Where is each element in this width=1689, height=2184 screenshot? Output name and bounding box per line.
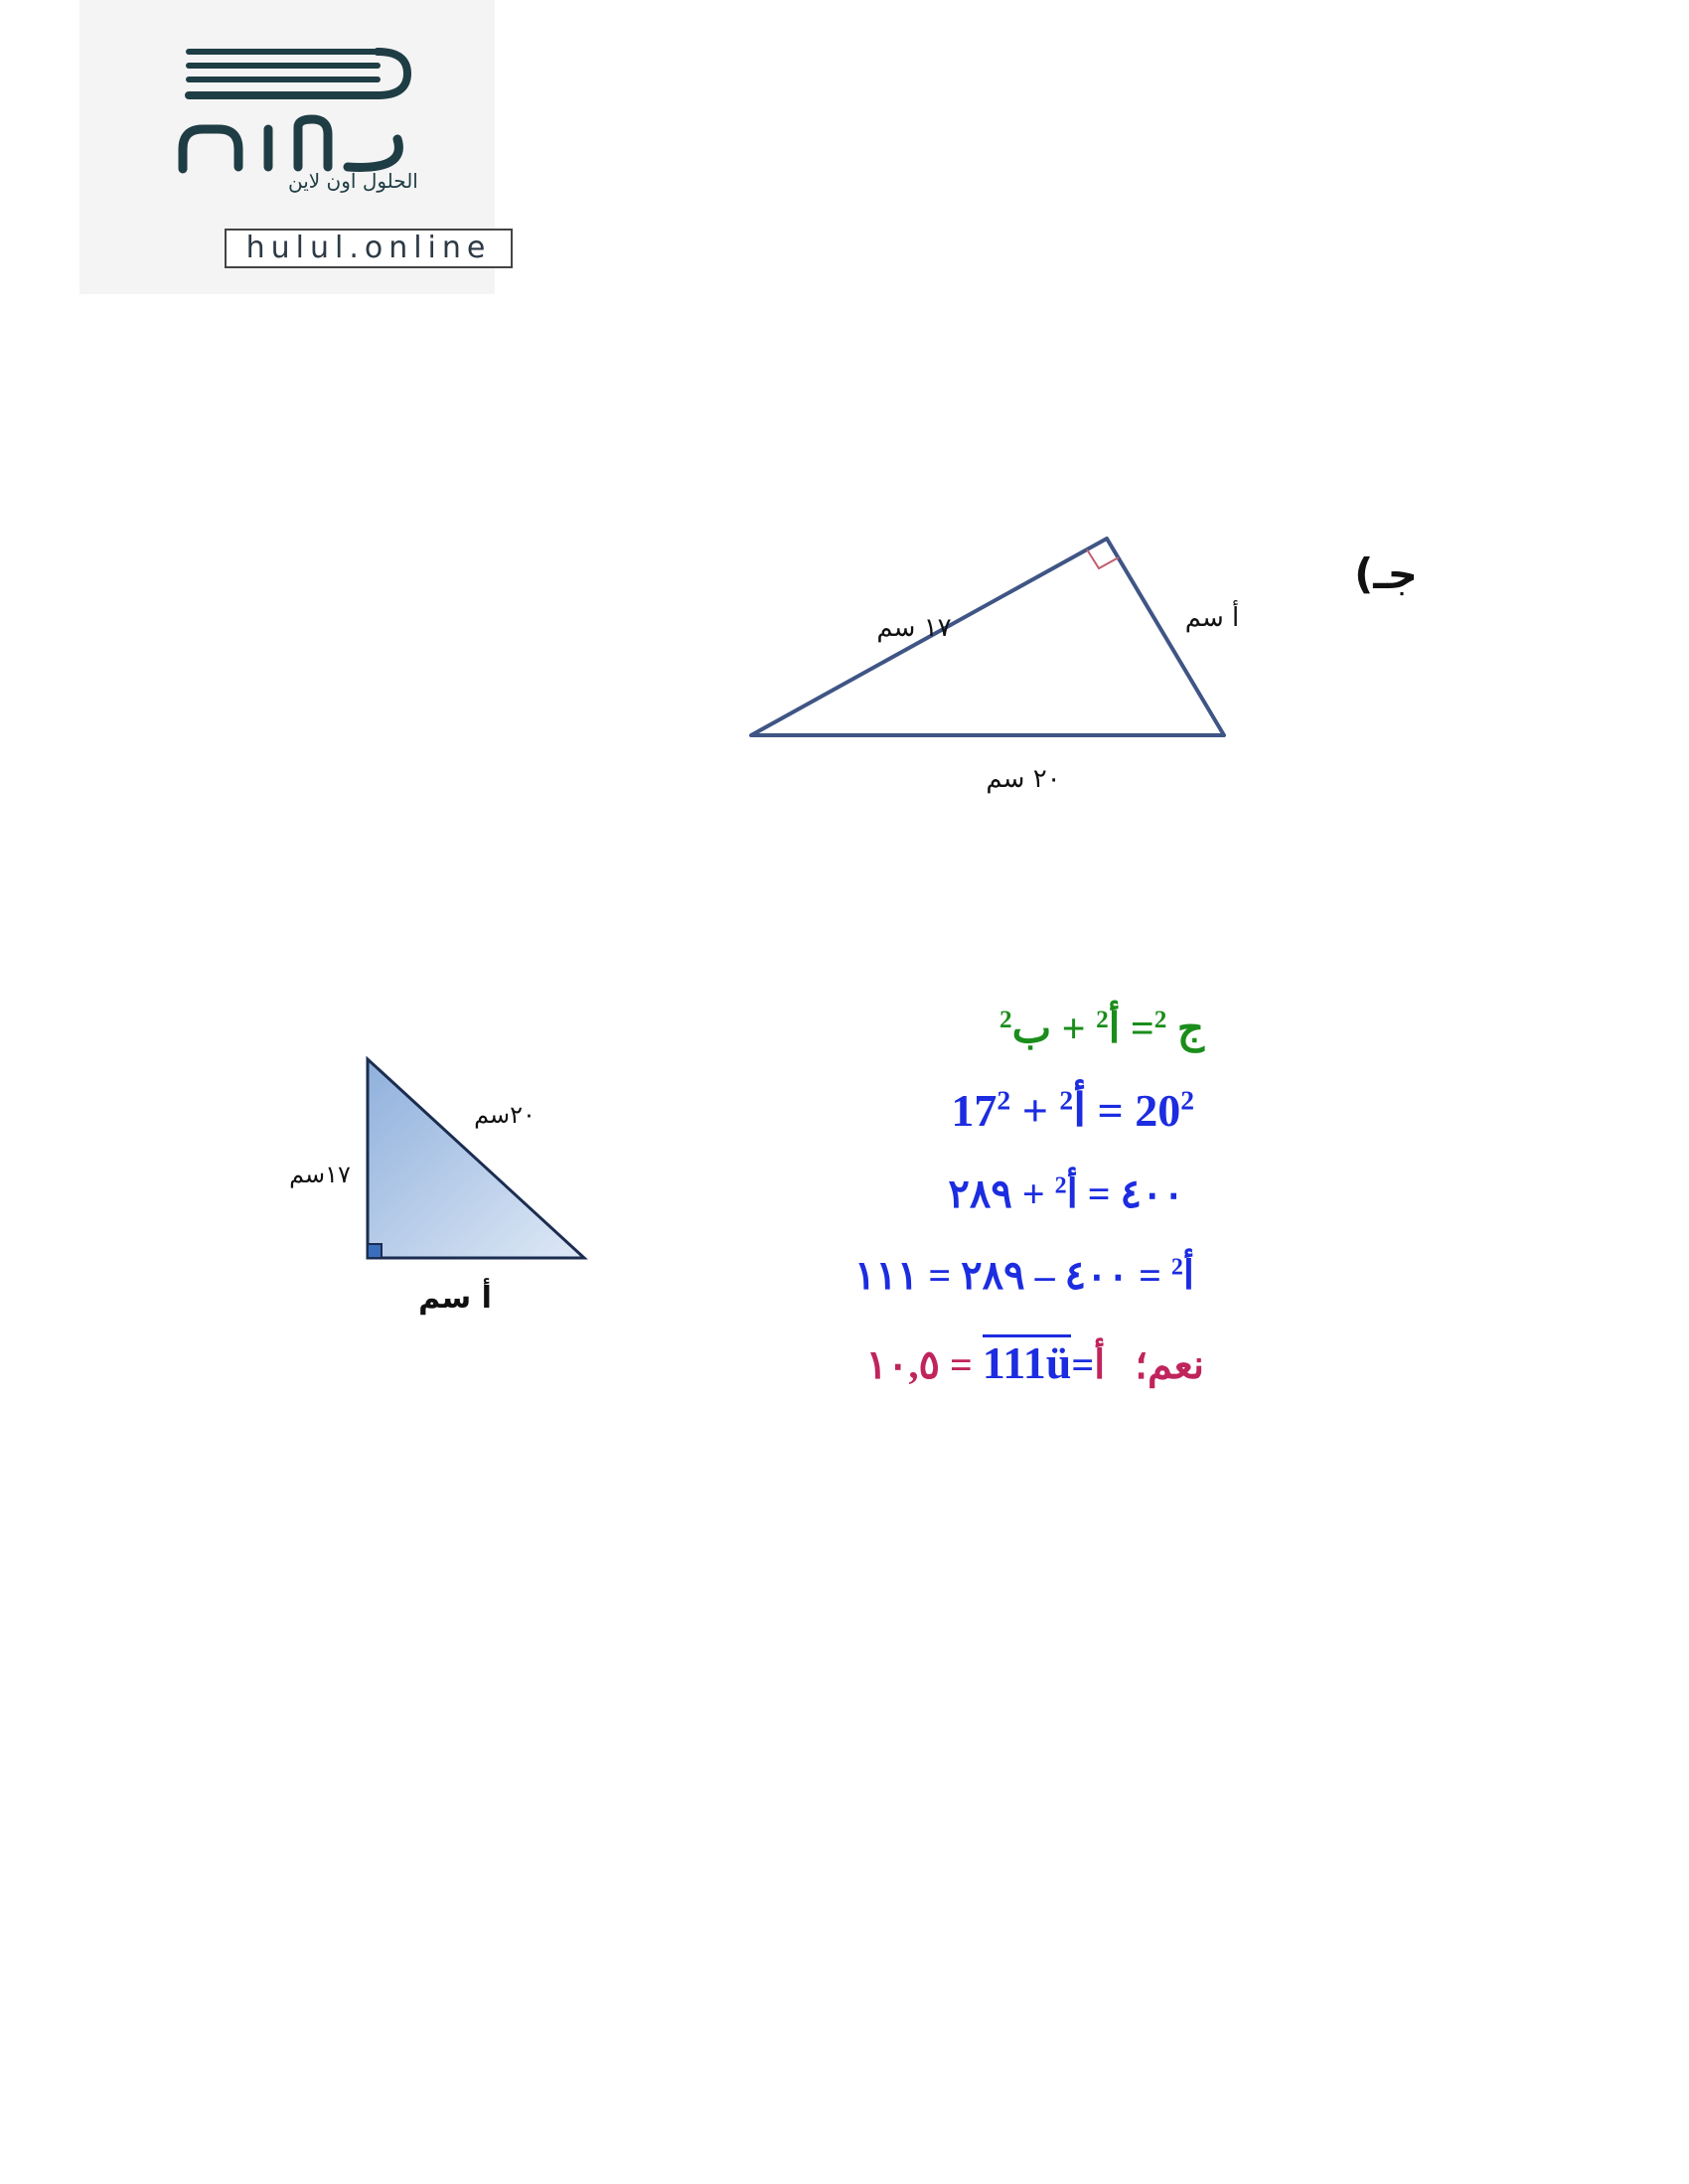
term-c: 20 [1135, 1085, 1181, 1136]
equals-sign: = [928, 1253, 952, 1298]
helper-triangle-figure [268, 1033, 626, 1331]
equation-line-1: ج $^2$= أ$^2$ + ب$^2$ [999, 1007, 1204, 1052]
helper-hyp-label: ٢٠سم [474, 1101, 536, 1129]
equation-line-3: ٤٠٠ = أ$^2$ + ٢٨٩ [948, 1171, 1184, 1216]
side-a-label: أ سم [1184, 603, 1240, 633]
helper-triangle [368, 1059, 584, 1258]
logo-tagline: الحلول اون لاين [288, 169, 418, 193]
equals-sign: = [1130, 1007, 1154, 1052]
plus-sign: + [1021, 1085, 1048, 1136]
term-c: ٤٠٠ [1064, 1253, 1130, 1298]
square-root-term: 111ü [983, 1334, 1072, 1388]
equals-sign: = [950, 1342, 973, 1387]
result-value: ١٠,٥ [865, 1342, 940, 1387]
term-b: ٢٨٩ [961, 1253, 1025, 1298]
logo-mark [79, 0, 495, 229]
plus-sign: + [1021, 1171, 1045, 1216]
term-a: أ [1182, 1253, 1194, 1298]
term-c: ج [1176, 1007, 1204, 1052]
term-a: أ [1108, 1007, 1121, 1052]
equals-sign: = [1071, 1342, 1095, 1387]
term-b: ٢٨٩ [948, 1171, 1012, 1216]
equals-sign: = [1087, 1171, 1111, 1216]
helper-right-angle-marker [368, 1244, 382, 1258]
term-a: أ [1094, 1342, 1106, 1387]
equals-sign: = [1097, 1085, 1124, 1136]
plus-sign: + [1061, 1007, 1086, 1052]
equation-line-2: $20^2$ = أ$^2$ + $17^2$ [951, 1084, 1194, 1136]
term-b: ب [1011, 1007, 1052, 1052]
answer-prefix: نعم؛ [1135, 1342, 1204, 1387]
minus-sign: – [1034, 1253, 1055, 1298]
helper-horizontal-label: أ سم [418, 1281, 492, 1316]
problem-triangle-figure [735, 527, 1431, 805]
term-c: ٤٠٠ [1120, 1171, 1184, 1216]
equation-line-4: أ$^2$ = ٤٠٠ – ٢٨٩ = ١١١ [853, 1253, 1194, 1298]
logo-url: hulul.online [225, 229, 513, 268]
result-value: ١١١ [853, 1253, 919, 1298]
helper-vertical-label: ١٧سم [289, 1161, 351, 1188]
term-a: أ [1073, 1085, 1086, 1136]
term-a: أ [1066, 1171, 1078, 1216]
side-17-label: ١٧ سم [876, 613, 952, 643]
problem-triangle [751, 539, 1224, 735]
logo [79, 0, 495, 294]
equals-sign: = [1139, 1253, 1161, 1298]
term-b: 17 [951, 1085, 998, 1136]
problem-label: جـ) [1354, 549, 1418, 598]
equation-line-5 [866, 1336, 1204, 1389]
side-20-label: ٢٠ سم [986, 764, 1061, 794]
